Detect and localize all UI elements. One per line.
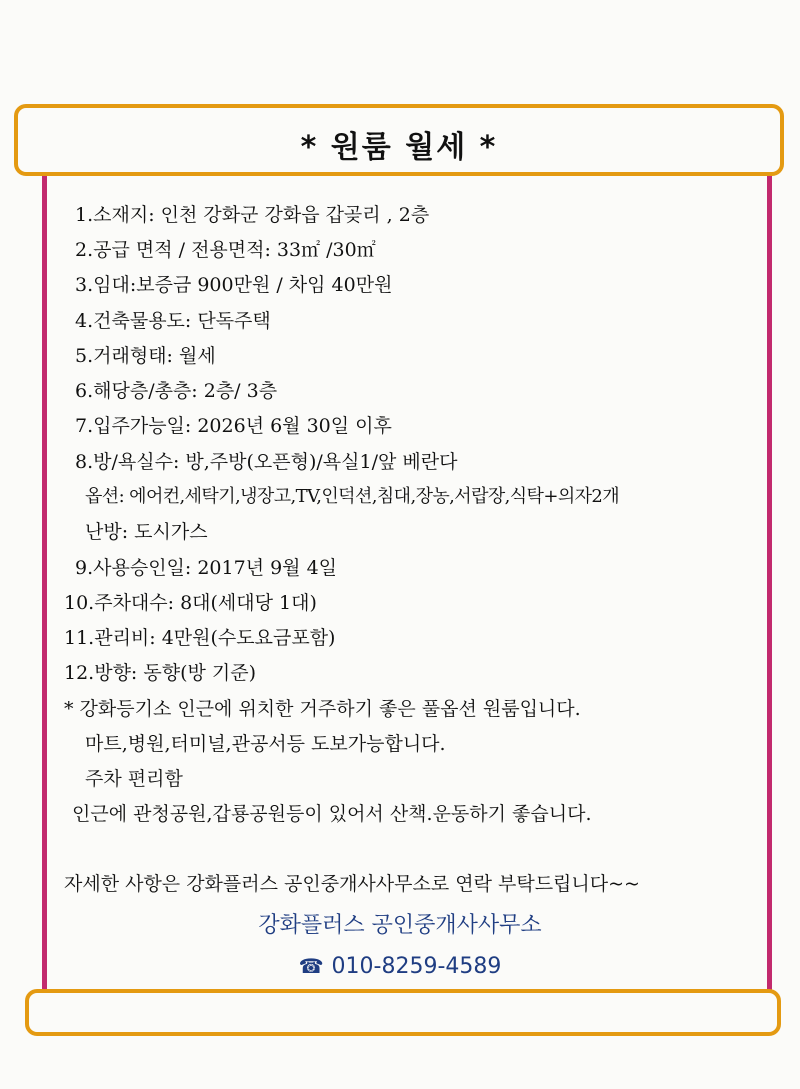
item-options: 옵션: 에어컨,세탁기,냉장고,TV,인덕션,침대,장농,서랍장,식탁+의자2개: [85, 486, 620, 507]
item-parking: 10.주차대수: 8대(세대당 1대): [64, 592, 317, 614]
item-building-use: 4.건축물용도: 단독주택: [75, 310, 271, 332]
note-amenities: 마트,병원,터미널,관공서등 도보가능합니다.: [85, 733, 446, 755]
footer-banner: [25, 989, 781, 1036]
telephone-icon: ☎: [298, 954, 324, 978]
title-banner: [14, 104, 784, 176]
note-parking: 주차 편리함: [85, 768, 183, 790]
item-deal-type: 5.거래형태: 월세: [75, 345, 216, 367]
phone-line: [0, 952, 800, 981]
item-area: 2.공급 면적 / 전용면적: 33㎡ /30㎡: [75, 239, 376, 261]
note-parks: 인근에 관청공원,갑룡공원등이 있어서 산책.운동하기 좋습니다.: [72, 803, 592, 825]
item-move-in: 7.입주가능일: 2026년 6월 30일 이후: [75, 415, 392, 437]
item-management-fee: 11.관리비: 4만원(수도요금포함): [64, 627, 336, 649]
page-title: * 원룸 월세 *: [300, 130, 498, 165]
item-floor: 6.해당층/총층: 2층/ 3층: [75, 380, 278, 402]
agency-name: 강화플러스 공인중개사사무소: [258, 913, 542, 938]
item-heating: 난방: 도시가스: [85, 521, 208, 543]
item-direction: 12.방향: 동향(방 기준): [64, 662, 257, 684]
contact-note: 자세한 사항은 강화플러스 공인중개사사무소로 연락 부탁드립니다~~: [64, 873, 640, 895]
item-location: 1.소재지: 인천 강화군 강화읍 갑곶리 , 2층: [75, 204, 430, 226]
item-lease: 3.임대:보증금 900만원 / 차임 40만원: [75, 274, 393, 296]
item-rooms: 8.방/욕실수: 방,주방(오픈형)/욕실1/앞 베란다: [75, 451, 458, 473]
item-approval-date: 9.사용승인일: 2017년 9월 4일: [75, 557, 338, 579]
phone-number: 010-8259-4589: [331, 954, 502, 979]
note-location: * 강화등기소 인근에 위치한 거주하기 좋은 풀옵션 원룸입니다.: [64, 698, 581, 720]
